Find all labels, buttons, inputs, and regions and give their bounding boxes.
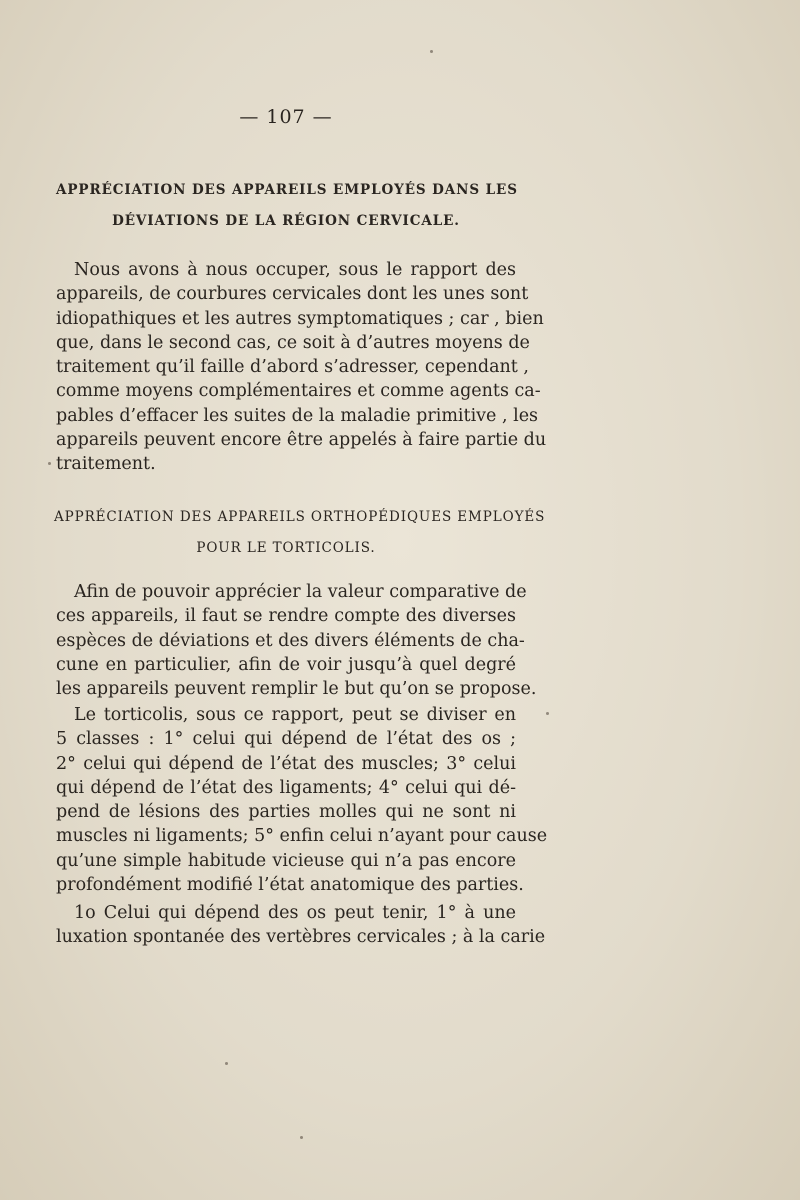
text-line: pables d’effacer les suites de la maladie primitive , les [56,405,539,426]
paper-speck [48,462,51,465]
page-number: — 107 — [239,106,333,128]
heading-line: DÉVIATIONS DE LA RÉGION CERVICALE. [112,213,460,229]
text-line: cune en particulier, afin de voir jusqu’à quel degré [56,654,516,675]
text-line: traitement. [56,454,156,475]
text-line: Nous avons à nous occuper, sous le rapport des [74,260,516,280]
section-heading-torticolis [54,502,546,564]
text-line: traitement qu’il faille d’abord s’adresser, cependant , [56,357,529,378]
text-line: comme moyens complémentaires et comme agents ca- [56,381,541,402]
heading-line: APPRÉCIATION DES APPAREILS ORTHOPÉDIQUES EMPLOYÉS [54,509,546,525]
text-line: Afin de pouvoir apprécier la valeur comparative de [74,582,527,602]
text-line: idiopathiques et les autres symptomatiques ; car , bien [56,308,544,329]
text-line: pend de lésions des parties molles qui ne sont ni [56,802,516,823]
paragraph-bones [56,901,546,950]
text-line: Le torticolis, sous ce rapport, peut se diviser en [74,705,516,725]
text-line: qu’une simple habitude vicieuse qui n’a pas encore [56,850,516,871]
text-line: les appareils peuvent remplir le but qu’on se propose. [56,679,537,700]
text-line: 1o Celui qui dépend des os peut tenir, 1° à une [74,903,516,923]
text-line: ces appareils, il faut se rendre compte des diverses [56,606,516,627]
paper-speck [300,1136,303,1139]
text-line: profondément modifié l’état anatomique des parties. [56,875,524,896]
text-line: 5 classes : 1° celui qui dépend de l’état des os ; [56,729,516,750]
text-line: qui dépend de l’état des ligaments; 4° celui qui dé- [56,777,516,798]
paper-speck [546,712,549,715]
heading-line: POUR LE TORTICOLIS. [196,540,376,556]
text-line: luxation spontanée des vertèbres cervicales ; à la carie [56,927,546,948]
paper-speck [430,50,433,53]
text-line: que, dans le second cas, ce soit à d’autres moyens de [56,332,530,353]
heading-line: APPRÉCIATION DES APPAREILS EMPLOYÉS DANS LES [56,182,518,198]
paper-speck [225,1062,228,1065]
paragraph-intro [56,258,547,477]
text-line: espèces de déviations et des divers éléments de cha- [56,630,525,651]
text-line: 2° celui qui dépend de l’état des muscles; 3° celui [56,753,516,774]
paragraph-classes [56,703,548,897]
text-line: appareils, de courbures cervicales dont les unes sont [56,284,529,305]
text-line: appareils peuvent encore être appelés à faire partie du [56,430,547,451]
text-line: muscles ni ligaments; 5° enfin celui n’ayant pour cause [56,826,548,847]
paragraph-appreciation [56,580,537,701]
section-heading-cervical [56,175,516,237]
